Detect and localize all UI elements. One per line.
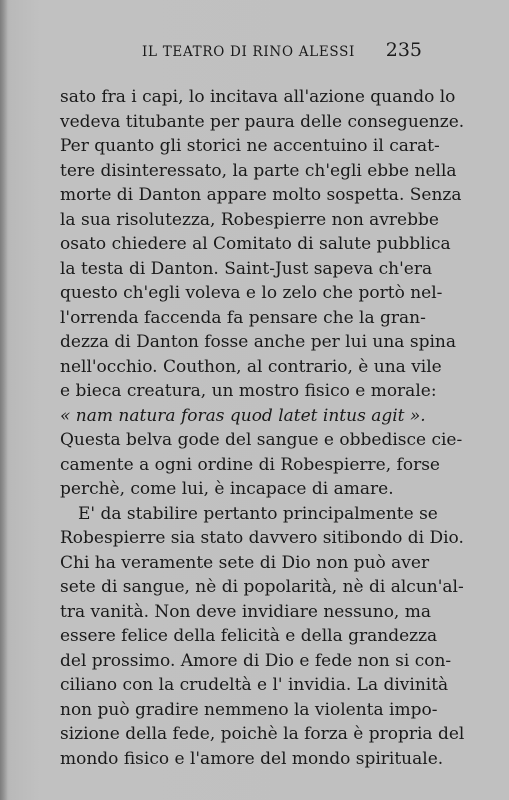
paragraph-last-line: mondo fisico e l'amore del mondo spirituale. [60,748,444,769]
text-line: sete di sangue, nè di popolarità, nè di alcun'al- [60,577,464,597]
paragraph-first-line: E' da stabilire pertanto principalmente se [78,503,438,524]
text-line: ciliano con la crudeltà e l' invidia. La divinità [60,675,449,695]
page-header [60,39,422,69]
text-line: essere felice della felicità e della grandezza [60,626,438,646]
text-line: l'orrenda faccenda fa pensare che la gran- [60,307,426,328]
text-line: e bieca creatura, un mostro fisico e morale: [60,381,437,401]
latin-quote-line: « nam natura foras quod latet intus agit ». [60,405,426,426]
text-line: del prossimo. Amore di Dio e fede non si con- [60,650,452,671]
text-line: tra vanità. Non deve invidiare nessuno, ma [60,601,431,622]
text-line: osato chiedere al Comitato di salute pubblica [60,234,451,254]
text-line: la sua risolutezza, Robespierre non avrebbe [60,209,439,230]
text-line: Chi ha veramente sete di Dio non può aver [60,552,430,573]
text-line: Per quanto gli storici ne accentuino il carat- [60,136,440,156]
text-line: camente a ogni ordine di Robespierre, forse [60,454,440,475]
text-line: sato fra i capi, lo incitava all'azione quando lo [60,87,456,107]
spine-shadow [0,0,8,800]
text-line: questo ch'egli voleva e lo zelo che portò nel- [60,283,443,303]
paragraph-last-line: perchè, come lui, è incapace di amare. [60,479,394,499]
text-line: sizione della fede, poichè la forza è propria del [60,724,465,744]
text-line: tere disinteressato, la parte ch'egli ebbe nella [60,160,457,181]
text-line: Questa belva gode del sangue e obbedisce cie- [60,430,463,450]
text-line: nell'occhio. Couthon, al contrario, è una vile [60,356,442,377]
text-line: Robespierre sia stato davvero sitibondo di Dio. [60,528,464,548]
text-line: dezza di Danton fosse anche per lui una spina [60,332,456,352]
running-title: IL TEATRO DI RINO ALESSI [142,44,356,60]
text-line: la testa di Danton. Saint-Just sapeva ch'era [60,258,433,279]
page-number: 235 [385,39,422,61]
body-text [60,85,465,771]
text-line: morte di Danton appare molto sospetta. Senza [60,185,462,205]
text-line: non può gradire nemmeno la violenta impo- [60,699,438,720]
text-line: vedeva titubante per paura delle conseguenze. [60,111,465,132]
